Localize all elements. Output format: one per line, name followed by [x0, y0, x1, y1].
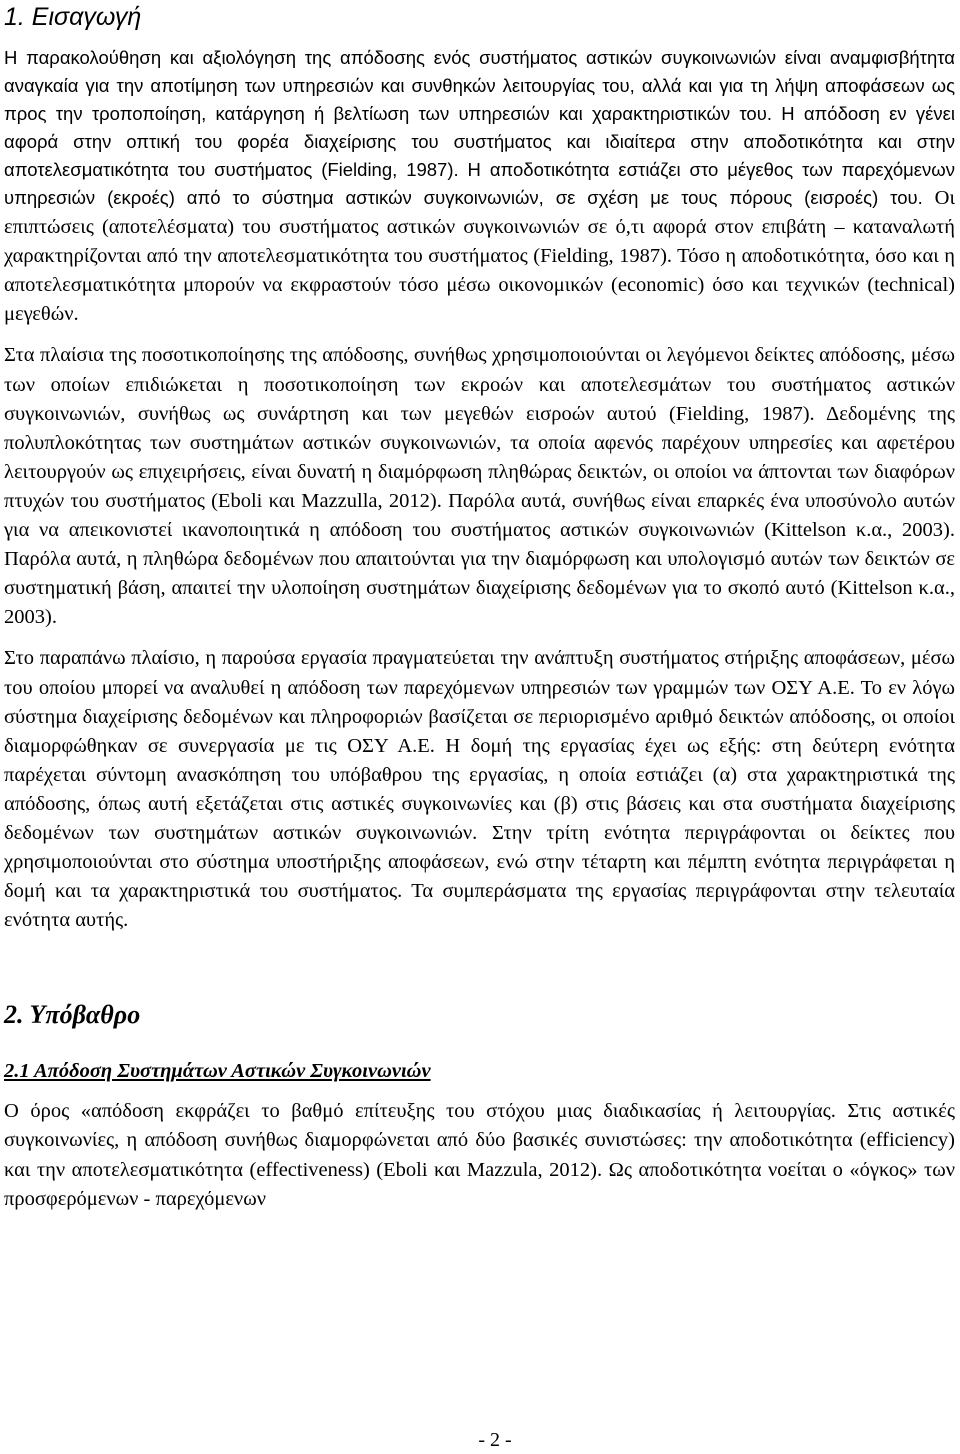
section-1-paragraph-1: [4, 44, 955, 329]
paragraph-1-serif-text: Οι επιπτώσεις (αποτελέσματα) του συστήματος αστικών συγκοινωνιών σε ό,τι αφορά στον επιβάτη – καταναλωτή χαρακτηρίζονται από την αποτελεσματικότητα του συστήματος (Fielding, 1987). Τόσο η αποδοτικότητα, όσο και η αποτελεσματικότητα μπορούν να εκφραστούν τόσο μέσω οικονομικών (economic) όσο και τεχνικών (technical) μεγεθών.: [4, 187, 955, 326]
paragraph-1-sans-text: Η παρακολούθηση και αξιολόγηση της απόδοσης ενός συστήματος αστικών συγκοινωνιών είναι αναμφισβήτητα αναγκαία για την αποτίμηση των υπηρεσιών και συνθηκών λειτουργίας του, αλλά και για τη λήψη αποφάσεων ως προς την τροποποίηση, κατάργηση ή βελτίωση των υπηρεσιών και χαρακτηριστικών του. Η απόδοση εν γένει αφορά στην οπτική του φορέα διαχείρισης του συστήματος και ιδιαίτερα στην αποδοτικότητα και στην αποτελεσματικότητα του συστήματος (Fielding, 1987). Η αποδοτικότητα εστιάζει στο μέγεθος των παρεχόμενων υπηρεσιών (εκροές) από το σύστημα αστικών συγκοινωνιών, σε σχέση με τους πόρους (εισροές) του.: [4, 47, 955, 208]
section-1-paragraph-2: Στα πλαίσια της ποσοτικοποίησης της απόδοσης, συνήθως χρησιμοποιούνται οι λεγόμενοι δείκτες απόδοσης, μέσω των οποίων επιδιώκεται η ποσοτικοποίηση των εκροών και αποτελεσμάτων του συστήματος αστικών συγκοινωνιών, συνήθως ως συνάρτηση και των μεγεθών εισροών αυτού (Fielding, 1987). Δεδομένης της πολυπλοκότητας των συστημάτων αστικών συγκοινωνιών, τα οποία αφενός παρέχουν υπηρεσίες και αφετέρου λειτουργούν ως επιχειρήσεις, είναι δυνατή η διαμόρφωση πληθώρας δεικτών, οι οποίοι να άπτονται των διαφόρων πτυχών του συστήματος (Eboli και Mazzulla, 2012). Παρόλα αυτά, συνήθως είναι επαρκές ένα υποσύνολο αυτών για να απεικονιστεί ικανοποιητικά η απόδοση του συστήματος αστικών συγκοινωνιών (Kittelson κ.α., 2003). Παρόλα αυτά, η πληθώρα δεδομένων που απαιτούνται για την διαμόρφωση και υπολογισμό αυτών των δεικτών σε συστηματική βάση, απαιτεί την υλοποίηση συστημάτων διαχείρισης δεδομένων για το σκοπό αυτό (Kittelson κ.α., 2003).: [4, 344, 955, 629]
page-footer: [0, 1428, 960, 1452]
section-1-heading: 1. Εισαγωγή: [4, 3, 142, 31]
section-2-heading: 2. Υπόβαθρο: [4, 1000, 141, 1030]
page-number: - 2 -: [478, 1429, 512, 1451]
section-1-paragraph-3: Στο παραπάνω πλαίσιο, η παρούσα εργασία πραγματεύεται την ανάπτυξη συστήματος στήριξης αποφάσεων, μέσω του οποίου μπορεί να αναλυθεί η απόδοση των παρεχόμενων υπηρεσιών των γραμμών των ΟΣΥ Α.Ε. Το εν λόγω σύστημα διαχείρισης δεδομένων και πληροφοριών βασίζεται σε περιορισμένο αριθμό δεικτών απόδοσης, οι οποίοι διαμορφώθηκαν σε συνεργασία με τις ΟΣΥ Α.Ε. Η δομή της εργασίας έχει ως εξής: στη δεύτερη ενότητα παρέχεται σύντομη ανασκόπηση του υπόβαθρου της εργασίας, η οποία εστιάζει (α) στα χαρακτηριστικά της απόδοσης, όπως αυτή εξετάζεται στις αστικές συγκοινωνίες και (β) στις βάσεις και στα συστήματα διαχείρισης δεδομένων των συστημάτων αστικών συγκοινωνιών. Στην τρίτη ενότητα περιγράφονται οι δείκτες που χρησιμοποιούνται στο σύστημα υποστήριξης αποφάσεων, ενώ στην τέταρτη και πέμπτη ενότητα περιγράφεται η δομή και τα χαρακτηριστικά του συστήματος. Τα συμπεράσματα της εργασίας περιγράφονται στην τελευταία ενότητα αυτής.: [4, 647, 955, 932]
section-2-paragraph-1: Ο όρος «απόδοση εκφράζει το βαθμό επίτευξης του στόχου μιας διαδικασίας ή λειτουργίας. Στις αστικές συγκοινωνίες, η απόδοση συνήθως διαμορφώνεται από δύο βασικές συνιστώσες: την αποδοτικότητα (efficiency) και την αποτελεσματικότητα (effectiveness) (Eboli και Mazzula, 2012). Ως αποδοτικότητα νοείται ο «όγκος» των προσφερόμενων - παρεχόμενων: [4, 1100, 955, 1210]
subsection-2-1-heading: 2.1 Απόδοση Συστημάτων Αστικών Συγκοινωνιών: [4, 1060, 431, 1083]
